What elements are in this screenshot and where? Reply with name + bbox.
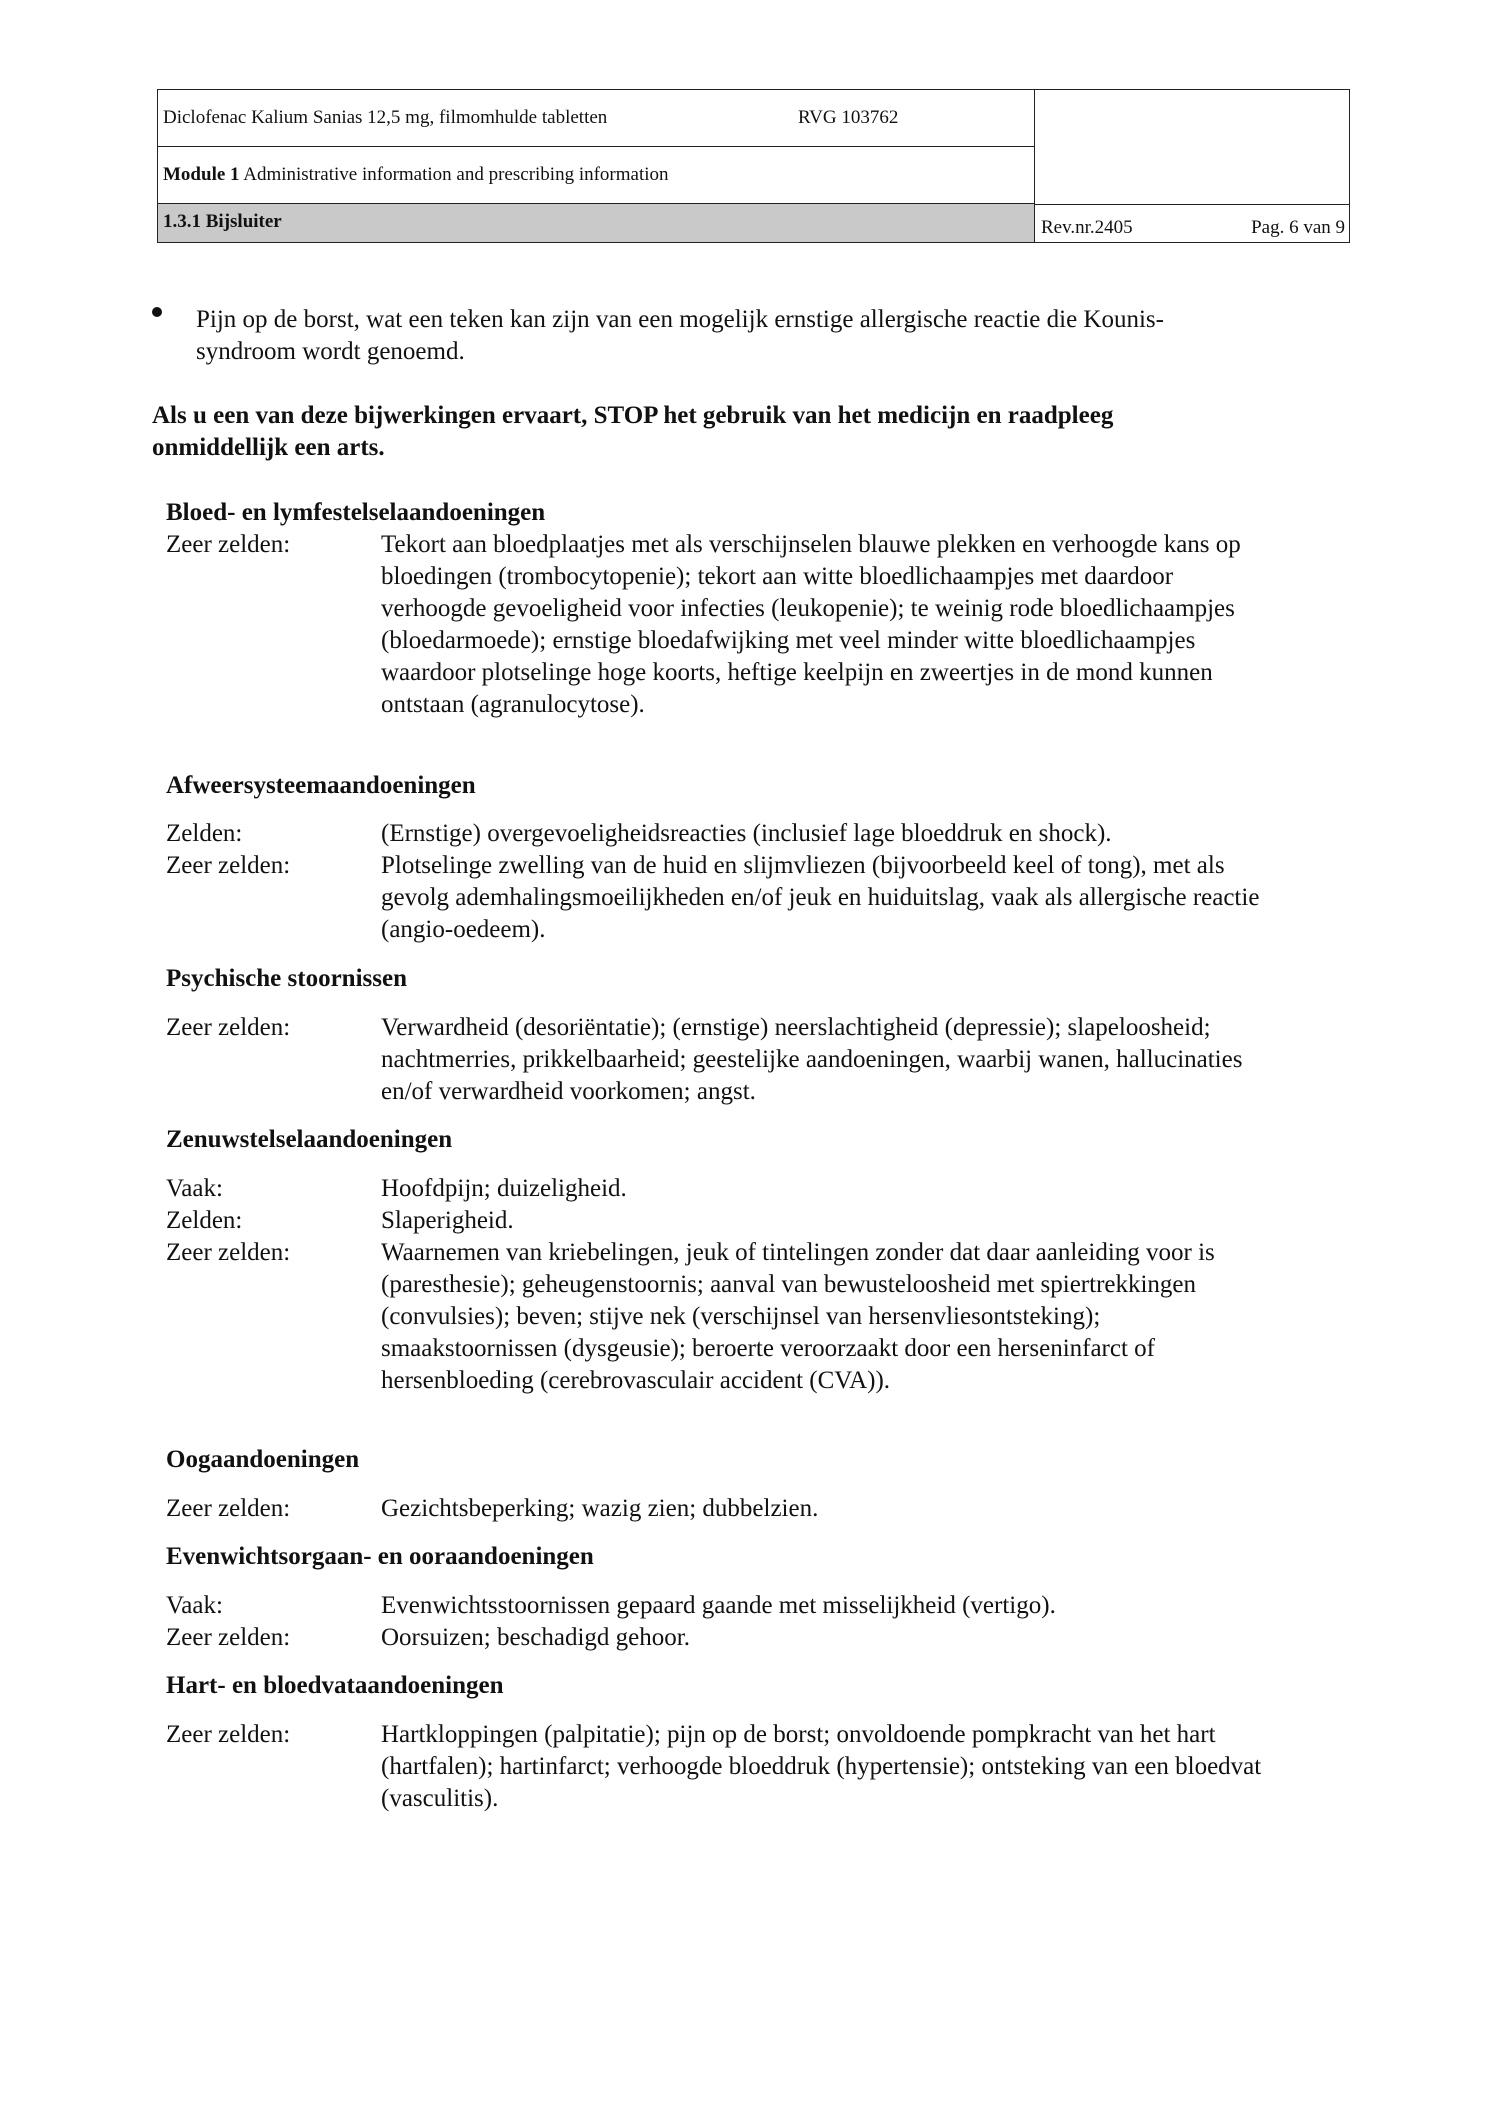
frequency-label: Zeer zelden:: [166, 1014, 291, 1041]
frequency-label: Zelden:: [166, 1207, 243, 1234]
frequency-label: Zeer zelden:: [166, 1624, 291, 1651]
effect-line: Hoofdpijn; duizeligheid.: [381, 1175, 627, 1202]
effect-line: Tekort aan bloedplaatjes met als verschijnselen blauwe plekken en verhoogde kans op: [381, 531, 1241, 558]
effect-line: waardoor plotselinge hoge koorts, heftige keelpijn en zweertjes in de mond kunnen: [381, 659, 1213, 686]
effect-line: (angio-oedeem).: [381, 916, 546, 943]
header-module-cell: [158, 147, 1035, 204]
module-text: Administrative information and prescribing information: [243, 164, 669, 185]
effect-line: Hartkloppingen (palpitatie); pijn op de borst; onvoldoende pompkracht van het hart: [381, 1721, 1216, 1748]
product-name: Diclofenac Kalium Sanias 12,5 mg, filmomhulde tabletten: [163, 107, 608, 128]
effect-line: hersenbloeding (cerebrovasculair accident (CVA)).: [381, 1367, 891, 1394]
effect-line: smaakstoornissen (dysgeusie); beroerte veroorzaakt door een herseninfarct of: [381, 1335, 1155, 1362]
effect-line: (bloedarmoede); ernstige bloedafwijking met veel minder witte bloedlichaampjes: [381, 627, 1196, 654]
effect-line: Plotselinge zwelling van de huid en slijmvliezen (bijvoorbeeld keel of tong), met als: [381, 852, 1225, 879]
effect-line: bloedingen (trombocytopenie); tekort aan witte bloedlichaampjes met daardoor: [381, 563, 1174, 590]
bullet-line-1: Pijn op de borst, wat een teken kan zijn van een mogelijk ernstige allergische reactie die Kounis-: [196, 306, 1164, 333]
effect-line: (vasculitis).: [381, 1785, 499, 1812]
effect-line: Evenwichtsstoornissen gepaard gaande met misselijkheid (vertigo).: [381, 1592, 1056, 1619]
section-title: Afweersysteemaandoeningen: [166, 772, 476, 799]
frequency-label: Vaak:: [166, 1592, 223, 1619]
effect-line: Oorsuizen; beschadigd gehoor.: [381, 1624, 690, 1651]
section-title: Evenwichtsorgaan- en ooraandoeningen: [166, 1543, 594, 1570]
frequency-label: Zelden:: [166, 820, 243, 847]
frequency-label: Zeer zelden:: [166, 1721, 291, 1748]
frequency-label: Zeer zelden:: [166, 1495, 291, 1522]
rvg-number: RVG 103762: [798, 107, 899, 128]
effect-line: (hartfalen); hartinfarct; verhoogde bloeddruk (hypertensie); ontsteking van een bloedvat: [381, 1753, 1262, 1780]
frequency-label: Zeer zelden:: [166, 1239, 291, 1266]
header-revision-cell: [1035, 204, 1349, 242]
section-title: Hart- en bloedvataandoeningen: [166, 1672, 504, 1699]
bullet-icon: [150, 305, 164, 319]
header-section-cell: [158, 204, 1035, 242]
frequency-label: Zeer zelden:: [166, 531, 291, 558]
section-title: Psychische stoornissen: [166, 965, 407, 992]
effect-line: nachtmerries, prikkelbaarheid; geestelijke aandoeningen, waarbij wanen, hallucinaties: [381, 1046, 1243, 1073]
section-title: Zenuwstelselaandoeningen: [166, 1126, 453, 1153]
effect-line: ontstaan (agranulocytose).: [381, 691, 645, 718]
effect-line: verhoogde gevoeligheid voor infecties (leukopenie); te weinig rode bloedlichaampjes: [381, 595, 1235, 622]
section-title: Oogaandoeningen: [166, 1446, 360, 1473]
warning-line-1: Als u een van deze bijwerkingen ervaart, STOP het gebruik van het medicijn en raadpleeg: [152, 402, 1114, 429]
module-label: Module 1: [163, 164, 240, 185]
section-title: Bloed- en lymfestelselaandoeningen: [166, 499, 546, 526]
effect-line: Slaperigheid.: [381, 1207, 514, 1234]
module-line: [163, 164, 669, 186]
effect-line: (Ernstige) overgevoeligheidsreacties (inclusief lage bloeddruk en shock).: [381, 820, 1112, 847]
effect-line: Verwardheid (desoriëntatie); (ernstige) neerslachtigheid (depressie); slapeloosheid;: [381, 1014, 1211, 1041]
effect-line: gevolg ademhalingsmoeilijkheden en/of jeuk en huiduitslag, vaak als allergische reactie: [381, 884, 1260, 911]
section-label: 1.3.1 Bijsluiter: [163, 211, 282, 232]
revision-number: Rev.nr.2405: [1041, 217, 1133, 238]
frequency-label: Zeer zelden:: [166, 852, 291, 879]
page-number: Pag. 6 van 9: [1251, 217, 1345, 238]
effect-line: Waarnemen van kriebelingen, jeuk of tintelingen zonder dat daar aanleiding voor is: [381, 1239, 1215, 1266]
effect-line: en/of verwardheid voorkomen; angst.: [381, 1078, 756, 1105]
bullet-line-2: syndroom wordt genoemd.: [196, 338, 465, 365]
frequency-label: Vaak:: [166, 1175, 223, 1202]
header-product-cell: [158, 90, 1035, 147]
warning-line-2: onmiddellijk een arts.: [152, 434, 385, 461]
effect-line: (paresthesie); geheugenstoornis; aanval van bewusteloosheid met spiertrekkingen: [381, 1271, 1197, 1298]
document-header: [157, 89, 1350, 243]
effect-line: (convulsies); beven; stijve nek (verschijnsel van hersenvliesontsteking);: [381, 1303, 1101, 1330]
effect-line: Gezichtsbeperking; wazig zien; dubbelzien.: [381, 1495, 819, 1522]
